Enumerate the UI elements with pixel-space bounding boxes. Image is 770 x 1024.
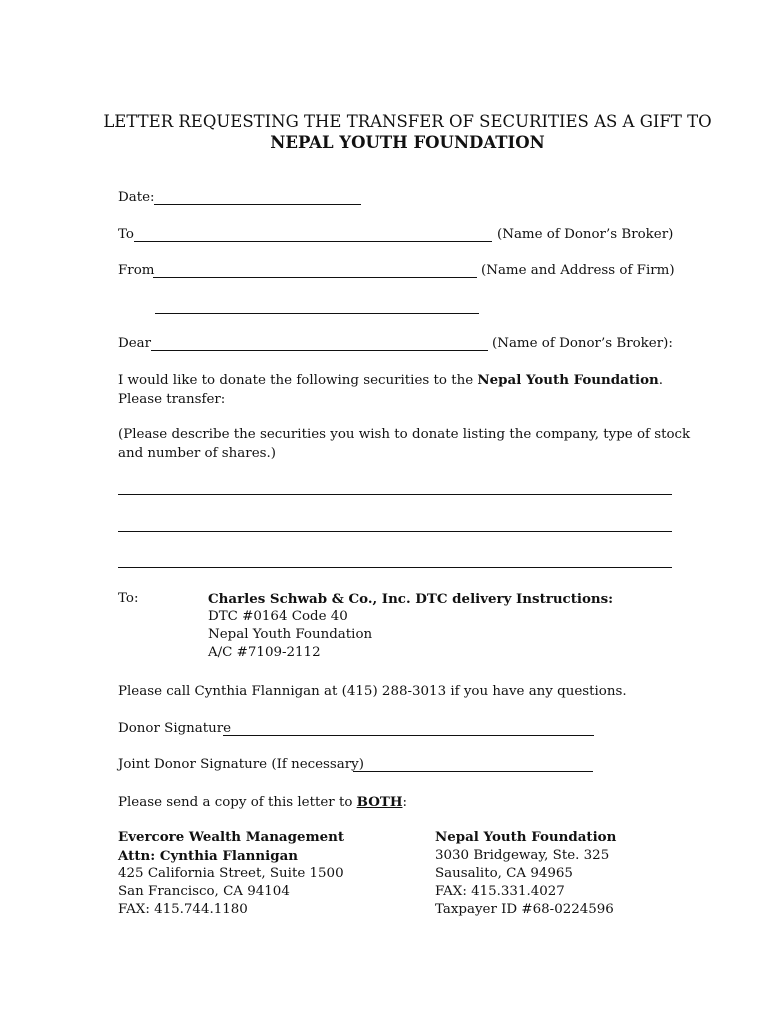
securities-line-3[interactable] — [118, 567, 672, 568]
title-line-1: LETTER REQUESTING THE TRANSFER OF SECURITIES AS A GIFT TO — [103, 112, 712, 131]
instructions-line: Nepal Youth Foundation — [208, 627, 373, 642]
securities-line-1[interactable] — [118, 494, 672, 495]
right-recipient-line: FAX: 415.331.4027 — [435, 884, 565, 899]
title-line-2: NEPAL YOUTH FOUNDATION — [270, 133, 545, 152]
joint-signature-line[interactable] — [353, 771, 593, 772]
copy-note — [118, 793, 407, 812]
instructions-to-label: To: — [118, 591, 139, 606]
donor-signature-line[interactable] — [223, 735, 594, 736]
copy-note-suffix: : — [402, 795, 408, 810]
contact-note: Please call Cynthia Flannigan at (415) 288-3013 if you have any questions. — [118, 684, 627, 699]
left-recipient-attn: Attn: Cynthia Flannigan — [118, 848, 298, 864]
copy-note-text: Please send a copy of this letter to — [118, 795, 357, 810]
date-label: Date: — [118, 190, 155, 205]
right-recipient-line: Taxpayer ID #68-0224596 — [435, 902, 614, 917]
joint-signature-label: Joint Donor Signature (If necessary) — [118, 757, 364, 772]
right-recipient-name: Nepal Youth Foundation — [435, 829, 617, 845]
securities-line-2[interactable] — [118, 531, 672, 532]
foundation-name-emphasis: Nepal Youth Foundation — [477, 372, 659, 388]
firm-line-1[interactable] — [153, 277, 477, 278]
donate-suffix: . Please transfer: — [118, 373, 664, 407]
describe-paragraph: (Please describe the securities you wish to donate listing the company, type of stock and number of shares.) — [118, 427, 691, 461]
instructions-line: DTC #0164 Code 40 — [208, 609, 348, 624]
to-hint: (Name of Donor’s Broker) — [497, 227, 674, 242]
from-hint: (Name and Address of Firm) — [481, 263, 675, 278]
left-recipient-line: FAX: 415.744.1180 — [118, 902, 248, 917]
firm-line-2[interactable] — [155, 313, 479, 314]
right-recipient-line: 3030 Bridgeway, Ste. 325 — [435, 848, 610, 863]
both-emphasis: BOTH — [356, 794, 403, 810]
donate-paragraph — [118, 371, 698, 409]
dear-hint: (Name of Donor’s Broker): — [492, 336, 673, 351]
dear-broker-line[interactable] — [151, 350, 488, 351]
right-recipient-line: Sausalito, CA 94965 — [435, 866, 573, 881]
donate-text: I would like to donate the following securities to the — [118, 373, 478, 388]
from-label: From — [118, 263, 155, 278]
left-recipient-line: San Francisco, CA 94104 — [118, 884, 290, 899]
instructions-line: A/C #7109-2112 — [208, 645, 321, 660]
instructions-heading: Charles Schwab & Co., Inc. DTC delivery Instructions: — [208, 591, 614, 607]
to-label: To — [118, 227, 134, 242]
broker-name-line[interactable] — [134, 241, 492, 242]
left-recipient-name: Evercore Wealth Management — [118, 829, 345, 845]
date-field-line[interactable] — [154, 204, 361, 205]
left-recipient-line: 425 California Street, Suite 1500 — [118, 866, 344, 881]
dear-label: Dear — [118, 336, 152, 351]
donor-signature-label: Donor Signature — [118, 721, 232, 736]
